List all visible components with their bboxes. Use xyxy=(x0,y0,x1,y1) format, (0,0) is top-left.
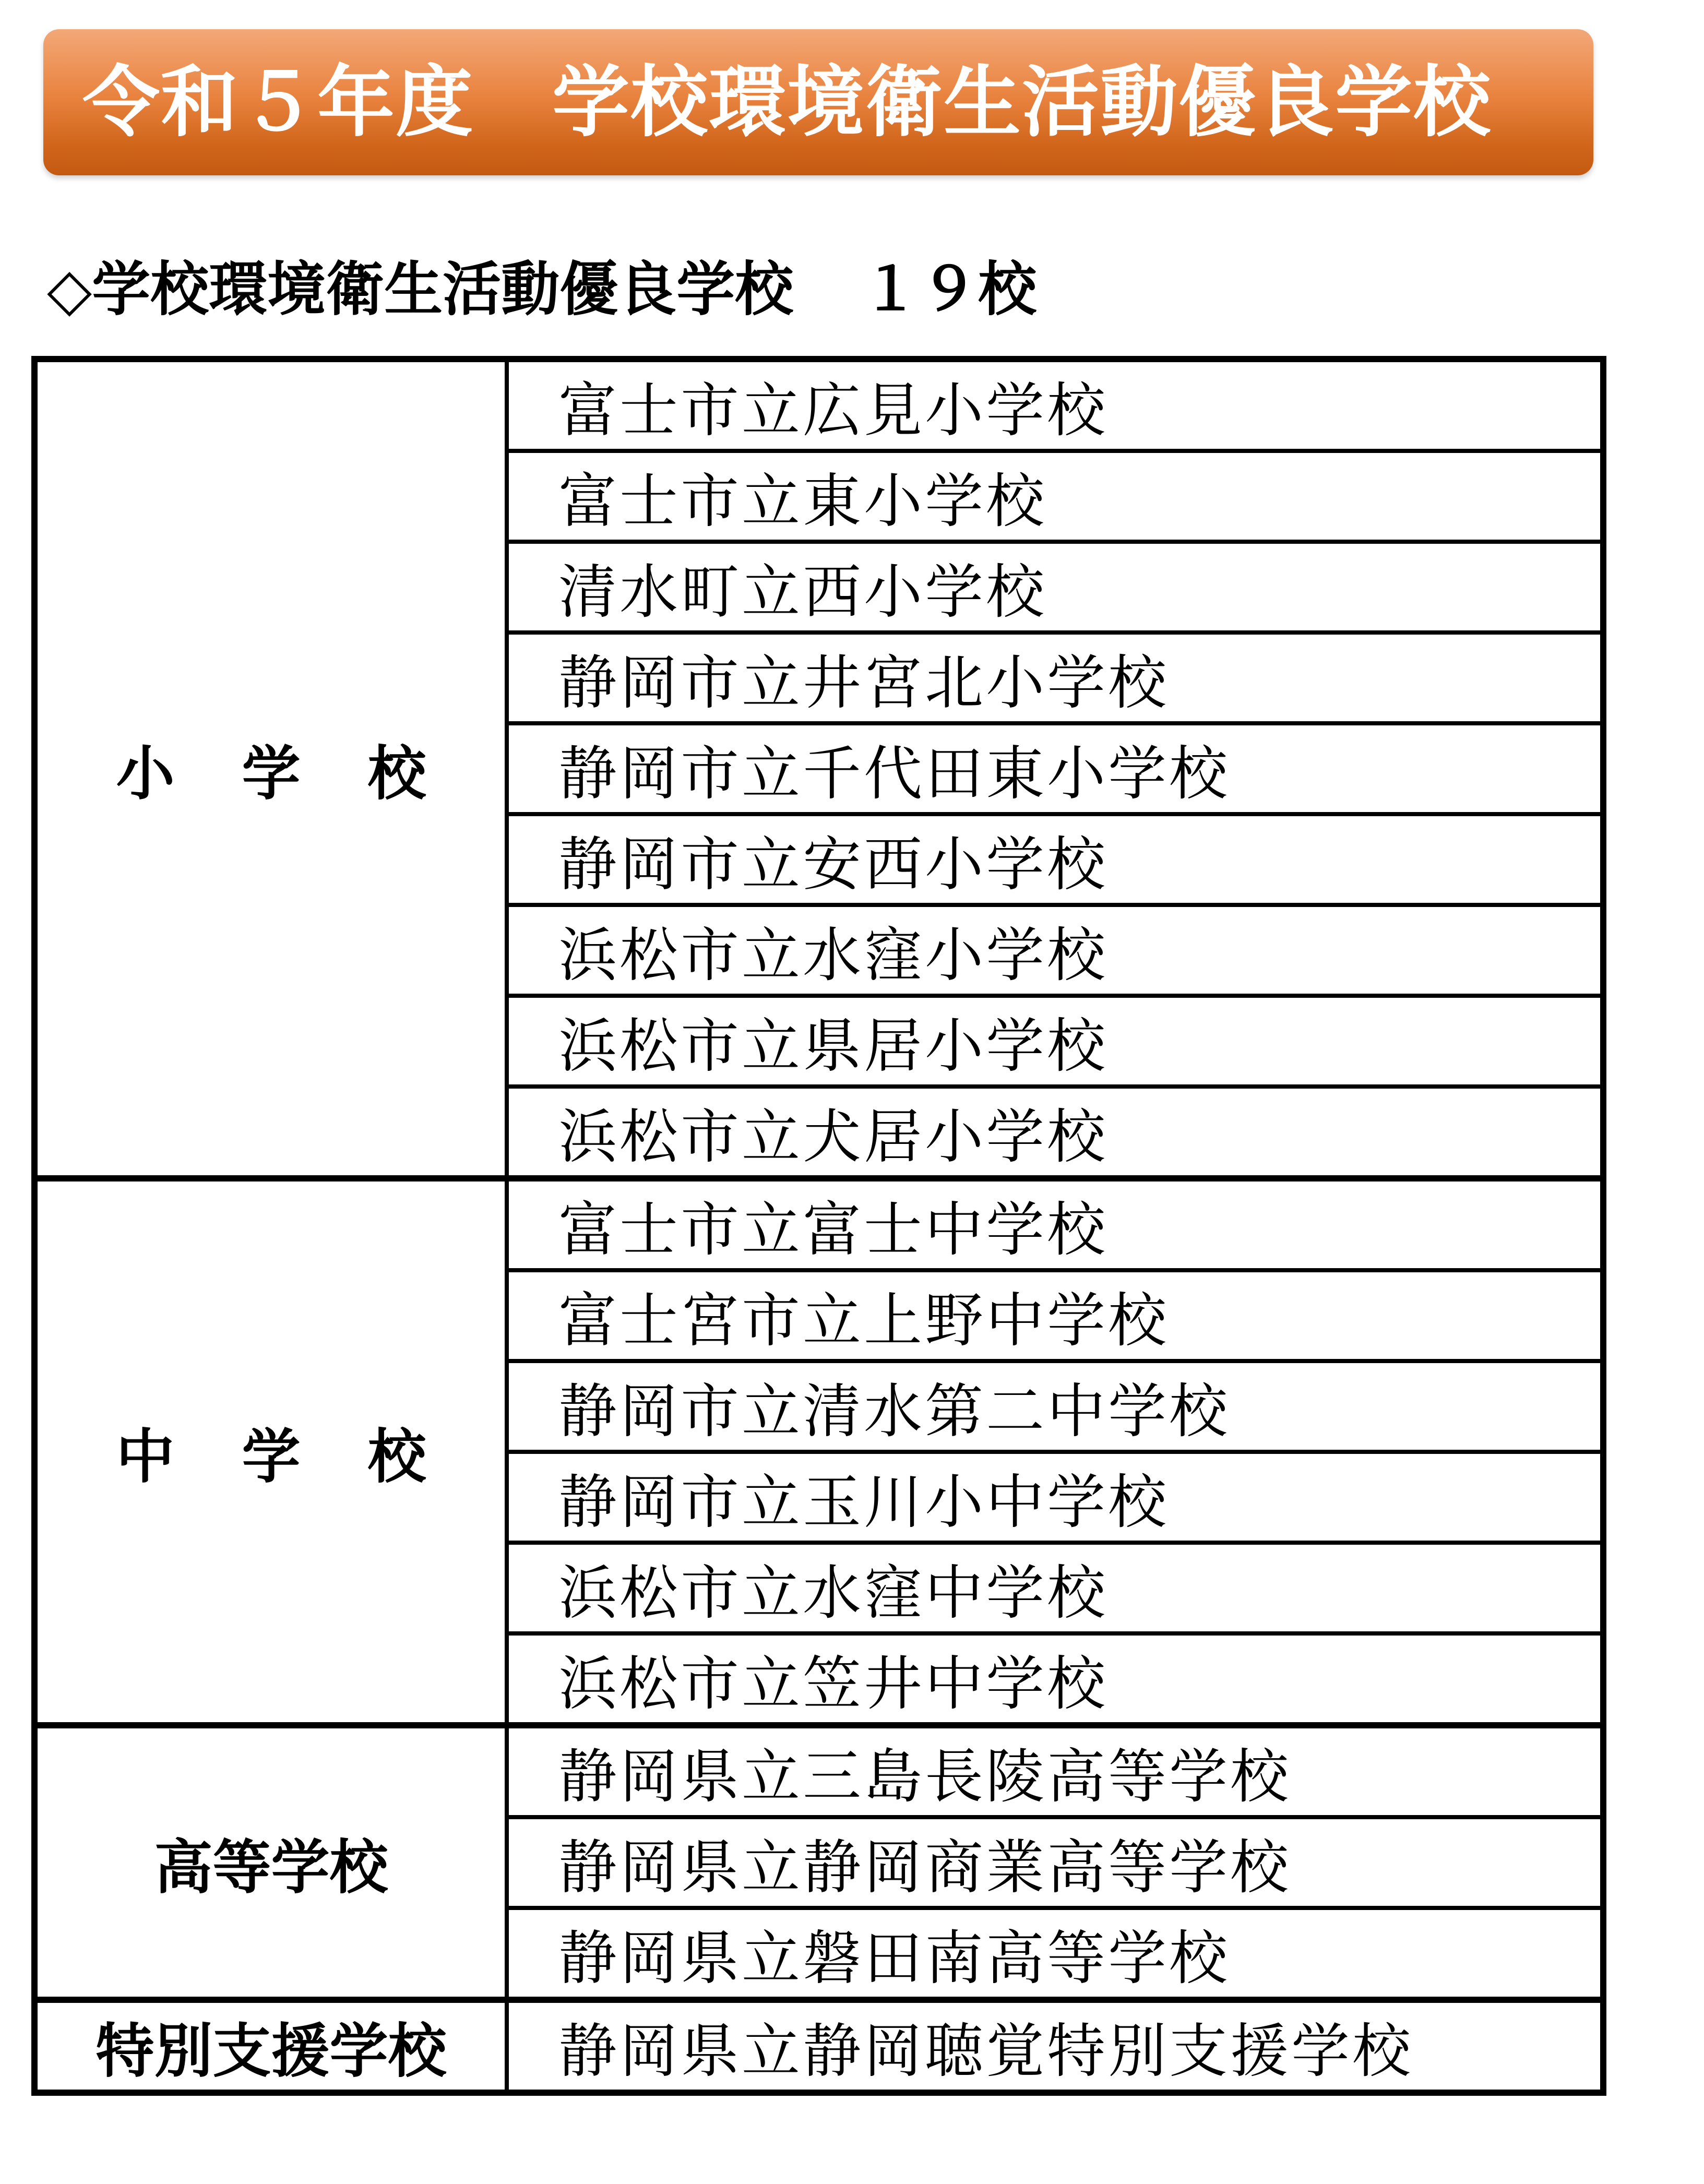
category-elementary: 小 学 校 xyxy=(34,359,507,1178)
school-name: 富士市立富士中学校 xyxy=(507,1178,1603,1270)
school-name: 静岡県立三島長陵高等学校 xyxy=(507,1725,1603,1817)
school-name: 静岡市立千代田東小学校 xyxy=(507,723,1603,814)
school-name: 浜松市立笠井中学校 xyxy=(507,1633,1603,1725)
school-name: 静岡市立清水第二中学校 xyxy=(507,1361,1603,1452)
school-name: 浜松市立水窪小学校 xyxy=(507,905,1603,996)
school-name: 静岡県立磐田南高等学校 xyxy=(507,1908,1603,2000)
school-table xyxy=(31,356,1606,2096)
school-name: 静岡市立安西小学校 xyxy=(507,814,1603,905)
section-heading-label: ◇学校環境衛生活動優良学校 xyxy=(47,256,794,324)
title-banner xyxy=(43,29,1593,175)
page-title: 令和５年度 学校環境衛生活動優良学校 xyxy=(82,57,1492,147)
school-name: 静岡県立静岡聴覚特別支援学校 xyxy=(507,2000,1603,2093)
school-name: 清水町立西小学校 xyxy=(507,542,1603,632)
category-junior-high: 中 学 校 xyxy=(34,1178,507,1725)
school-name: 浜松市立水窪中学校 xyxy=(507,1543,1603,1633)
table-row xyxy=(34,1178,1603,1270)
table-row xyxy=(34,2000,1603,2093)
school-name: 富士市立広見小学校 xyxy=(507,359,1603,451)
school-name: 浜松市立犬居小学校 xyxy=(507,1087,1603,1178)
school-name: 浜松市立県居小学校 xyxy=(507,996,1603,1087)
category-special-support: 特別支援学校 xyxy=(34,2000,507,2093)
category-high-school: 高等学校 xyxy=(34,1725,507,2000)
section-heading xyxy=(47,250,1036,329)
table-row xyxy=(34,1725,1603,1817)
school-count: １９校 xyxy=(861,256,1037,324)
school-name: 富士宮市立上野中学校 xyxy=(507,1270,1603,1361)
school-name: 静岡県立静岡商業高等学校 xyxy=(507,1817,1603,1908)
school-name: 静岡市立井宮北小学校 xyxy=(507,632,1603,723)
school-name: 静岡市立玉川小中学校 xyxy=(507,1452,1603,1543)
table-row xyxy=(34,359,1603,451)
school-name: 富士市立東小学校 xyxy=(507,451,1603,542)
